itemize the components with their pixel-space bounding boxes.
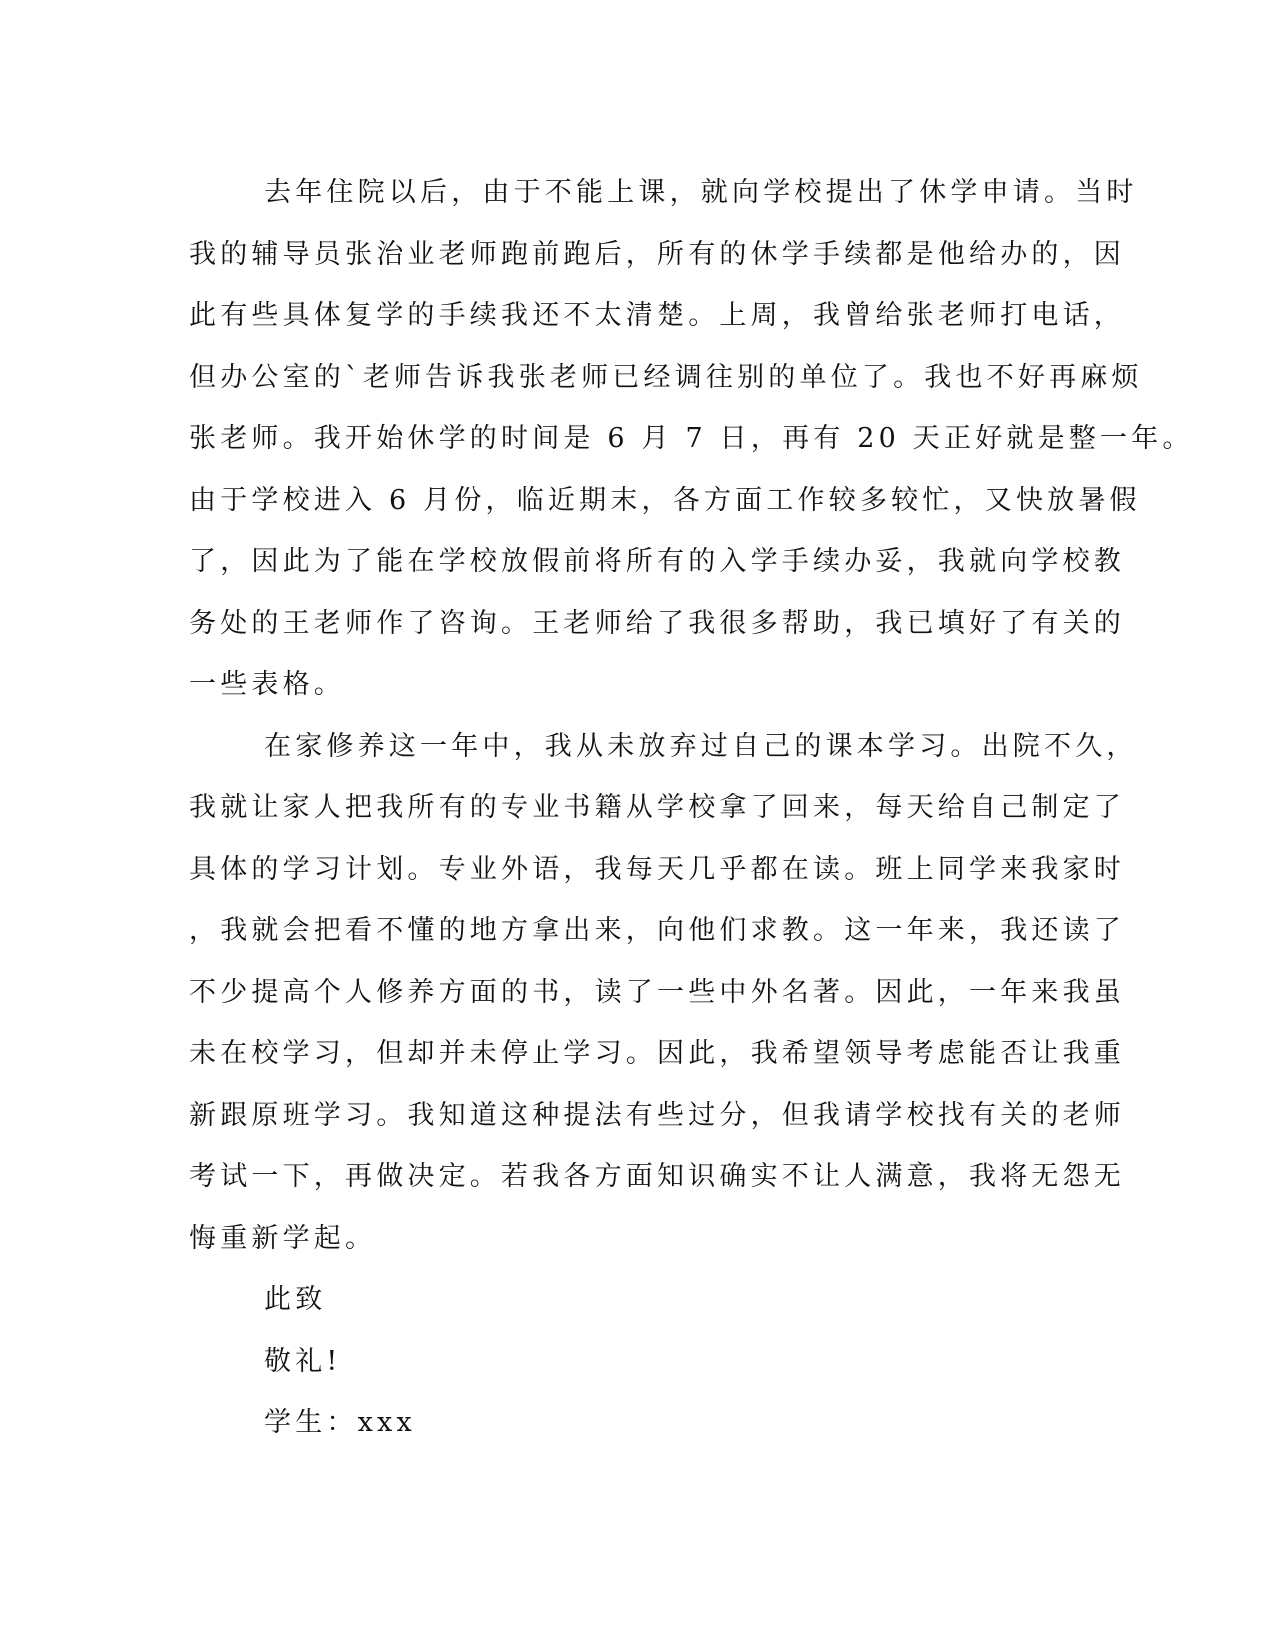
text-line: 具体的学习计划。专业外语，我每天几乎都在读。班上同学来我家时	[189, 853, 1125, 885]
text-line: 务处的王老师作了咨询。王老师给了我很多帮助，我已填好了有关的	[189, 607, 1125, 639]
letter-body	[189, 162, 1194, 1454]
signature-line: 学生：xxx	[264, 1407, 416, 1438]
text-line: 去年住院以后，由于不能上课，就向学校提出了休学申请。当时	[264, 177, 1138, 208]
text-line: 张老师。我开始休学的时间是 6 月 7 日，再有 20 天正好就是整一年。	[189, 423, 1194, 454]
text-line: 悔重新学起。	[189, 1222, 377, 1254]
text-line: 但办公室的`老师告诉我张老师已经调往别的单位了。我也不好再麻烦	[189, 361, 1143, 393]
text-line: ，我就会把看不懂的地方拿出来，向他们求教。这一年来，我还读了	[189, 915, 1125, 946]
text-line: 考试一下，再做决定。若我各方面知识确实不让人满意，我将无怨无	[189, 1161, 1125, 1192]
text-line: 由于学校进入 6 月份，临近期末，各方面工作较多较忙，又快放暑假	[189, 484, 1141, 516]
text-line: 此有些具体复学的手续我还不太清楚。上周，我曾给张老师打电话，	[189, 300, 1125, 331]
text-line: 不少提高个人修养方面的书，读了一些中外名著。因此，一年来我虽	[189, 976, 1125, 1008]
text-line: 一些表格。	[189, 669, 345, 700]
text-line: 未在校学习，但却并未停止学习。因此，我希望领导考虑能否让我重	[189, 1038, 1125, 1069]
closing-regards: 敬礼!	[264, 1345, 342, 1377]
text-line: 我就让家人把我所有的专业书籍从学校拿了回来，每天给自己制定了	[189, 792, 1125, 823]
text-line: 我的辅导员张治业老师跑前跑后，所有的休学手续都是他给办的，因	[189, 238, 1125, 270]
closing-salutation: 此致	[264, 1284, 327, 1315]
text-line: 新跟原班学习。我知道这种提法有些过分，但我请学校找有关的老师	[189, 1099, 1125, 1131]
text-line: 在家修养这一年中，我从未放弃过自己的课本学习。出院不久，	[264, 730, 1138, 762]
text-line: 了，因此为了能在学校放假前将所有的入学手续办妥，我就向学校教	[189, 546, 1125, 577]
